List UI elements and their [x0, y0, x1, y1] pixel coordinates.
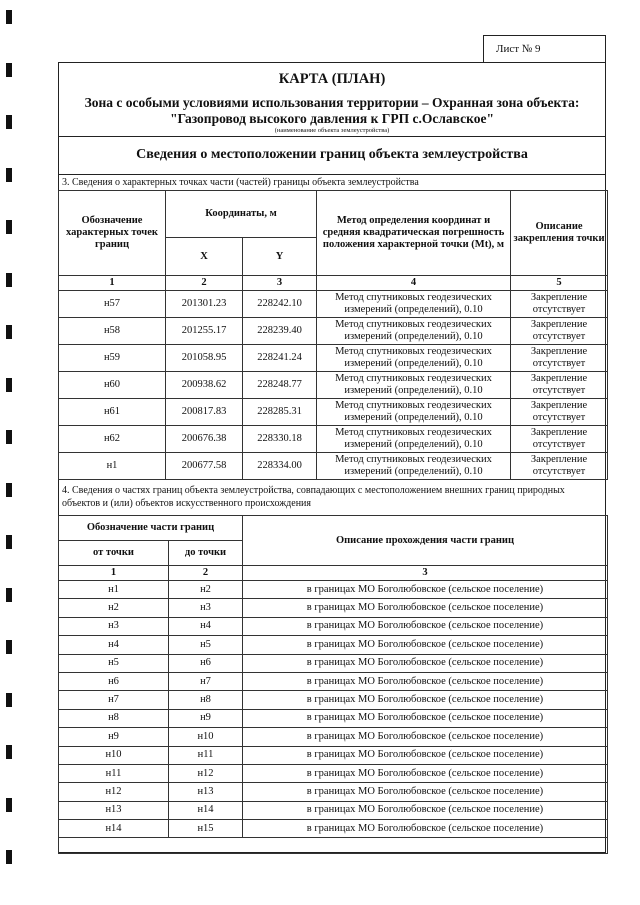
table-cell: н8 [169, 691, 243, 709]
table-cell: н3 [169, 599, 243, 617]
binding-hole-icon [6, 535, 12, 549]
binding-hole-icon [6, 588, 12, 602]
table-cell: Закрепление отсутствует [511, 453, 608, 480]
table-cell: н5 [59, 654, 169, 672]
table-cell: Метод спутниковых геодезических измерений (определений), 0.10 [317, 318, 511, 345]
table-cell: 228330.18 [243, 426, 317, 453]
table-cell: н60 [59, 372, 166, 399]
table-cell: в границах МО Боголюбовское (сельское поселение) [243, 617, 608, 635]
table-cell: н6 [169, 654, 243, 672]
table-cell: в границах МО Боголюбовское (сельское поселение) [243, 672, 608, 690]
table-cell: н57 [59, 291, 166, 318]
table-cell: в границах МО Боголюбовское (сельское поселение) [243, 783, 608, 801]
table-cell: 200817.83 [166, 399, 243, 426]
table-cell: Метод спутниковых геодезических измерений (определений), 0.10 [317, 453, 511, 480]
table-cell: н4 [169, 617, 243, 635]
table-cell: 228242.10 [243, 291, 317, 318]
binding-hole-icon [6, 10, 12, 24]
table-cell: 228248.77 [243, 372, 317, 399]
document-title: КАРТА (ПЛАН) [278, 71, 386, 87]
section3-title: 3. Сведения о характерных точках части (частей) границы объекта землеустройства [62, 177, 419, 188]
table-cell: в границах МО Боголюбовское (сельское поселение) [243, 581, 608, 599]
header-x: X [166, 238, 243, 276]
document-frame [58, 62, 606, 853]
table-cell: 200938.62 [166, 372, 243, 399]
binding-hole-icon [6, 745, 12, 759]
table-cell: 228334.00 [243, 453, 317, 480]
table-cell: в границах МО Боголюбовское (сельское поселение) [243, 764, 608, 782]
binding-hole-icon [6, 798, 12, 812]
col-number: 1 [59, 276, 166, 291]
table-cell: Метод спутниковых геодезических измерений (определений), 0.10 [317, 345, 511, 372]
table-cell: н9 [59, 728, 169, 746]
col-number: 5 [511, 276, 608, 291]
points-table [58, 190, 608, 480]
table-cell: в границах МО Боголюбовское (сельское поселение) [243, 728, 608, 746]
table-cell: 201301.23 [166, 291, 243, 318]
table-row [59, 654, 608, 672]
table-cell: н10 [59, 746, 169, 764]
table-cell: н15 [169, 820, 243, 838]
binding-hole-icon [6, 63, 12, 77]
header-y: Y [243, 238, 317, 276]
table-cell: н13 [59, 801, 169, 819]
header-coords: Координаты, м [166, 191, 317, 238]
table-cell: н12 [59, 783, 169, 801]
table-cell: н14 [169, 801, 243, 819]
table-cell: 200676.38 [166, 426, 243, 453]
table-cell: н1 [59, 453, 166, 480]
binding-hole-icon [6, 850, 12, 864]
table-row [59, 820, 608, 838]
table-cell: н12 [169, 764, 243, 782]
table-row [59, 581, 608, 599]
table-cell: 200677.58 [166, 453, 243, 480]
table-cell: н2 [169, 581, 243, 599]
table-cell: Закрепление отсутствует [511, 318, 608, 345]
table-row [59, 453, 608, 480]
header-part: Обозначение части границ [59, 516, 243, 541]
table-cell: н11 [59, 764, 169, 782]
binding-hole-icon [6, 168, 12, 182]
table-cell: н7 [59, 691, 169, 709]
table-cell: в границах МО Боголюбовское (сельское поселение) [243, 709, 608, 727]
header-method: Метод определения координат и средняя квадратическая погрешность положения характерной точки (Mt), м [317, 191, 511, 276]
boundary-parts-table [58, 515, 608, 854]
table-cell: н59 [59, 345, 166, 372]
header-from: от точки [59, 541, 169, 566]
table-cell: Закрепление отсутствует [511, 372, 608, 399]
binding-hole-icon [6, 378, 12, 392]
table-cell: Закрепление отсутствует [511, 291, 608, 318]
table-cell: 228241.24 [243, 345, 317, 372]
table-row [59, 399, 608, 426]
table-cell: 201058.95 [166, 345, 243, 372]
table-cell: Закрепление отсутствует [511, 426, 608, 453]
col-number: 3 [243, 276, 317, 291]
sheet-number: Лист № 9 [483, 35, 606, 62]
header-to: до точки [169, 541, 243, 566]
binding-hole-icon [6, 430, 12, 444]
table-cell: н5 [169, 636, 243, 654]
table-cell: в границах МО Боголюбовское (сельское поселение) [243, 636, 608, 654]
table-row [59, 728, 608, 746]
table-cell: н62 [59, 426, 166, 453]
object-name-caption: (наименование объекта землеустройства) [274, 127, 390, 134]
table-cell: н9 [169, 709, 243, 727]
table-cell: Метод спутниковых геодезических измерений (определений), 0.10 [317, 291, 511, 318]
binding-hole-icon [6, 693, 12, 707]
table-cell: н7 [169, 672, 243, 690]
table-cell: н10 [169, 728, 243, 746]
table-row [59, 318, 608, 345]
table-row [59, 764, 608, 782]
table-cell: в границах МО Боголюбовское (сельское поселение) [243, 801, 608, 819]
table-row [59, 783, 608, 801]
table-cell: 228239.40 [243, 318, 317, 345]
header-point: Обозначение характерных точек границ [59, 191, 166, 276]
table-cell: н4 [59, 636, 169, 654]
binding-hole-icon [6, 640, 12, 654]
table-row [59, 599, 608, 617]
table-row [59, 672, 608, 690]
table-row [59, 746, 608, 764]
table-row [59, 636, 608, 654]
table-cell: в границах МО Боголюбовское (сельское поселение) [243, 746, 608, 764]
table-cell: в границах МО Боголюбовское (сельское поселение) [243, 654, 608, 672]
header-description: Описание закрепления точки [511, 191, 608, 276]
table-row [59, 691, 608, 709]
table-cell: н11 [169, 746, 243, 764]
table-cell: н2 [59, 599, 169, 617]
binding-hole-icon [6, 273, 12, 287]
header-part-description: Описание прохождения части границ [243, 516, 608, 566]
document-subtitle-line2: "Газопровод высокого давления к ГРП с.Ославское" [170, 111, 494, 126]
table-row [59, 709, 608, 727]
table-cell: Закрепление отсутствует [511, 399, 608, 426]
table-cell: н14 [59, 820, 169, 838]
table-cell: 201255.17 [166, 318, 243, 345]
table-row [59, 291, 608, 318]
table-cell: н3 [59, 617, 169, 635]
section4-title: 4. Сведения о частях границ объекта землеустройства, совпадающих с местоположением внешних границ природных объектов и (или) объектов искусственного происхождения [62, 485, 565, 509]
table-row [59, 801, 608, 819]
table-cell: н1 [59, 581, 169, 599]
binding-hole-icon [6, 483, 12, 497]
table-cell: н8 [59, 709, 169, 727]
binding-hole-icon [6, 220, 12, 234]
table-row [59, 426, 608, 453]
col-number: 2 [169, 566, 243, 581]
binding-hole-icon [6, 115, 12, 129]
col-number: 2 [166, 276, 243, 291]
table-row [59, 345, 608, 372]
table-cell: Метод спутниковых геодезических измерений (определений), 0.10 [317, 372, 511, 399]
table-row [59, 372, 608, 399]
table-cell: Метод спутниковых геодезических измерений (определений), 0.10 [317, 426, 511, 453]
table-row [59, 617, 608, 635]
col-number: 4 [317, 276, 511, 291]
table-cell: н61 [59, 399, 166, 426]
blank-row [59, 838, 608, 854]
table-cell: н13 [169, 783, 243, 801]
table-cell: в границах МО Боголюбовское (сельское поселение) [243, 691, 608, 709]
table-cell: н6 [59, 672, 169, 690]
document-subtitle-line1: Зона с особыми условиями использования территории – Охранная зона объекта: [84, 95, 580, 110]
col-number: 3 [243, 566, 608, 581]
col-number: 1 [59, 566, 169, 581]
binding-hole-icon [6, 325, 12, 339]
section-heading: Сведения о местоположении границ объекта землеустройства [136, 147, 528, 162]
table-cell: в границах МО Боголюбовское (сельское поселение) [243, 820, 608, 838]
table-cell: Метод спутниковых геодезических измерений (определений), 0.10 [317, 399, 511, 426]
table-cell: 228285.31 [243, 399, 317, 426]
table-cell: н58 [59, 318, 166, 345]
table-cell: Закрепление отсутствует [511, 345, 608, 372]
table-cell: в границах МО Боголюбовское (сельское поселение) [243, 599, 608, 617]
